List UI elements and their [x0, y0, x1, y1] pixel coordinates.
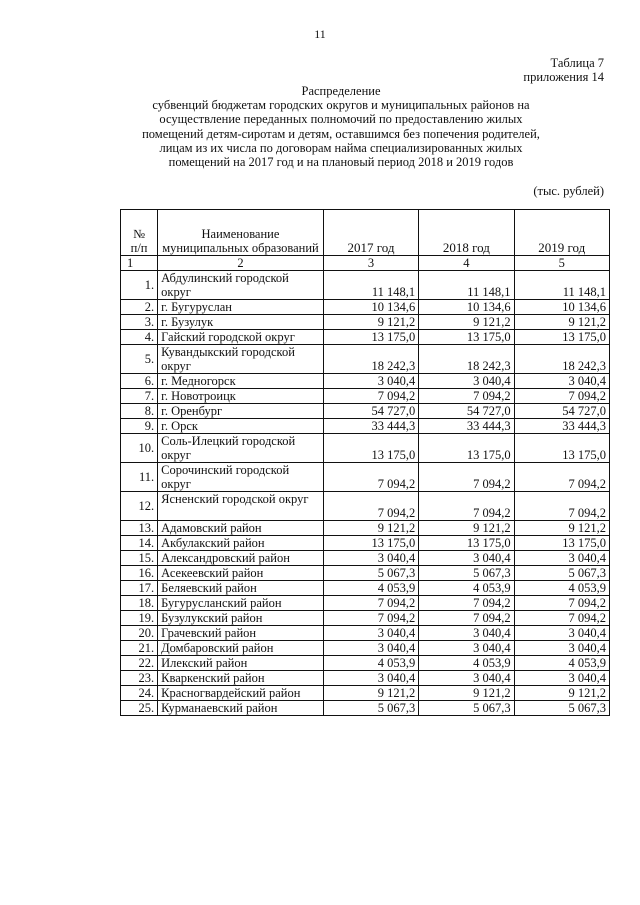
municipality-name: Сорочинский городской округ: [158, 463, 324, 492]
value-2019: 18 242,3: [514, 345, 609, 374]
row-number: 10.: [121, 434, 158, 463]
table-row: [121, 611, 610, 626]
table-row: [121, 300, 610, 315]
table-row: [121, 434, 610, 463]
row-number: 14.: [121, 536, 158, 551]
value-2018: 54 727,0: [419, 404, 514, 419]
value-2019: 33 444,3: [514, 419, 609, 434]
table-row: [121, 701, 610, 716]
units-label: (тыс. рублей): [533, 184, 604, 198]
value-2018: 4 053,9: [419, 656, 514, 671]
value-2017: 3 040,4: [323, 374, 418, 389]
table-row: [121, 566, 610, 581]
value-2017: 7 094,2: [323, 463, 418, 492]
column-index: 1: [121, 256, 158, 271]
municipality-name: Красногвардейский район: [158, 686, 324, 701]
value-2019: 7 094,2: [514, 596, 609, 611]
table-row: [121, 551, 610, 566]
row-number: 4.: [121, 330, 158, 345]
value-2017: 10 134,6: [323, 300, 418, 315]
header-number-line-2: п/п: [130, 241, 148, 255]
value-2017: 7 094,2: [323, 596, 418, 611]
table-row: [121, 686, 610, 701]
value-2019: 7 094,2: [514, 492, 609, 521]
value-2017: 13 175,0: [323, 330, 418, 345]
value-2019: 11 148,1: [514, 271, 609, 300]
municipality-name: Александровский район: [158, 551, 324, 566]
subvention-table: [120, 209, 610, 716]
value-2018: 7 094,2: [419, 463, 514, 492]
value-2017: 7 094,2: [323, 492, 418, 521]
value-2017: 13 175,0: [323, 434, 418, 463]
value-2019: 3 040,4: [514, 551, 609, 566]
value-2018: 3 040,4: [419, 551, 514, 566]
row-number: 16.: [121, 566, 158, 581]
table-row: [121, 389, 610, 404]
value-2019: 3 040,4: [514, 641, 609, 656]
title-line: Распределение: [301, 84, 381, 98]
value-2019: 13 175,0: [514, 536, 609, 551]
row-number: 25.: [121, 701, 158, 716]
row-number: 19.: [121, 611, 158, 626]
value-2019: 10 134,6: [514, 300, 609, 315]
value-2019: 13 175,0: [514, 330, 609, 345]
value-2017: 3 040,4: [323, 641, 418, 656]
column-index: 5: [514, 256, 609, 271]
value-2018: 10 134,6: [419, 300, 514, 315]
value-2017: 4 053,9: [323, 656, 418, 671]
value-2017: 9 121,2: [323, 521, 418, 536]
municipality-name: Ясненский городской округ: [158, 492, 324, 521]
value-2018: 18 242,3: [419, 345, 514, 374]
table-header-row: [121, 210, 610, 256]
row-number: 24.: [121, 686, 158, 701]
header-2017: 2017 год: [323, 210, 418, 256]
title-line: помещений на 2017 год и на плановый период 2018 и 2019 годов: [168, 155, 514, 170]
row-number: 13.: [121, 521, 158, 536]
value-2018: 7 094,2: [419, 492, 514, 521]
column-index: 2: [158, 256, 324, 271]
table-row: [121, 271, 610, 300]
value-2018: 3 040,4: [419, 641, 514, 656]
title-line: осуществление переданных полномочий по предоставлению жилых: [159, 112, 523, 127]
value-2018: 9 121,2: [419, 521, 514, 536]
row-number: 12.: [121, 492, 158, 521]
row-number: 1.: [121, 271, 158, 300]
value-2017: 7 094,2: [323, 389, 418, 404]
table-row: [121, 492, 610, 521]
municipality-name: Грачевский район: [158, 626, 324, 641]
header-number: [121, 210, 158, 256]
table-row: [121, 404, 610, 419]
municipality-name: г. Новотроицк: [158, 389, 324, 404]
value-2019: 7 094,2: [514, 611, 609, 626]
value-2019: 5 067,3: [514, 566, 609, 581]
municipality-name: Домбаровский район: [158, 641, 324, 656]
value-2018: 7 094,2: [419, 596, 514, 611]
municipality-name: г. Орск: [158, 419, 324, 434]
value-2017: 9 121,2: [323, 315, 418, 330]
value-2018: 3 040,4: [419, 374, 514, 389]
value-2018: 33 444,3: [419, 419, 514, 434]
row-number: 5.: [121, 345, 158, 374]
table-row: [121, 641, 610, 656]
table-row: [121, 596, 610, 611]
value-2017: 11 148,1: [323, 271, 418, 300]
table-row: [121, 521, 610, 536]
column-index: 4: [419, 256, 514, 271]
value-2018: 9 121,2: [419, 315, 514, 330]
municipality-name: Илекский район: [158, 656, 324, 671]
value-2017: 5 067,3: [323, 701, 418, 716]
row-number: 11.: [121, 463, 158, 492]
value-2019: 7 094,2: [514, 389, 609, 404]
title-line: помещений детям-сиротам и детям, оставшимся без попечения родителей,: [142, 126, 540, 141]
value-2018: 7 094,2: [419, 389, 514, 404]
municipality-name: Беляевский район: [158, 581, 324, 596]
municipality-name: г. Бузулук: [158, 315, 324, 330]
row-number: 15.: [121, 551, 158, 566]
value-2019: 54 727,0: [514, 404, 609, 419]
value-2019: 9 121,2: [514, 521, 609, 536]
table-row: [121, 656, 610, 671]
value-2017: 3 040,4: [323, 671, 418, 686]
row-number: 18.: [121, 596, 158, 611]
table-ref-line-1: Таблица 7: [550, 56, 604, 70]
value-2018: 13 175,0: [419, 330, 514, 345]
title-line: лицам из их числа по договорам найма специализированных жилых: [159, 140, 523, 155]
value-2019: 13 175,0: [514, 434, 609, 463]
row-number: 7.: [121, 389, 158, 404]
value-2019: 3 040,4: [514, 374, 609, 389]
value-2019: 9 121,2: [514, 315, 609, 330]
table-row: [121, 671, 610, 686]
row-number: 8.: [121, 404, 158, 419]
row-number: 9.: [121, 419, 158, 434]
row-number: 2.: [121, 300, 158, 315]
value-2018: 5 067,3: [419, 701, 514, 716]
header-number-line-1: №: [133, 227, 146, 241]
row-number: 17.: [121, 581, 158, 596]
value-2018: 3 040,4: [419, 626, 514, 641]
municipality-name: Гайский городской округ: [158, 330, 324, 345]
table-row: [121, 330, 610, 345]
municipality-name: Бугурусланский район: [158, 596, 324, 611]
value-2019: 9 121,2: [514, 686, 609, 701]
value-2019: 3 040,4: [514, 626, 609, 641]
municipality-name: Соль-Илецкий городской округ: [158, 434, 324, 463]
value-2017: 5 067,3: [323, 566, 418, 581]
value-2018: 4 053,9: [419, 581, 514, 596]
document-title: [110, 84, 572, 169]
value-2017: 3 040,4: [323, 626, 418, 641]
row-number: 21.: [121, 641, 158, 656]
municipality-name: г. Бугуруслан: [158, 300, 324, 315]
value-2018: 11 148,1: [419, 271, 514, 300]
value-2017: 54 727,0: [323, 404, 418, 419]
row-number: 6.: [121, 374, 158, 389]
column-index-row: [121, 256, 610, 271]
municipality-name: Акбулакский район: [158, 536, 324, 551]
table-row: [121, 374, 610, 389]
value-2019: 7 094,2: [514, 463, 609, 492]
header-2019: 2019 год: [514, 210, 609, 256]
table-row: [121, 315, 610, 330]
row-number: 3.: [121, 315, 158, 330]
header-name: Наименование муниципальных образований: [158, 210, 324, 256]
municipality-name: Адамовский район: [158, 521, 324, 536]
municipality-name: г. Оренбург: [158, 404, 324, 419]
table-row: [121, 581, 610, 596]
value-2017: 7 094,2: [323, 611, 418, 626]
column-index: 3: [323, 256, 418, 271]
table-row: [121, 626, 610, 641]
value-2019: 3 040,4: [514, 671, 609, 686]
municipality-name: Асекеевский район: [158, 566, 324, 581]
row-number: 22.: [121, 656, 158, 671]
value-2019: 4 053,9: [514, 656, 609, 671]
row-number: 23.: [121, 671, 158, 686]
page-number: 11: [314, 27, 326, 41]
value-2019: 4 053,9: [514, 581, 609, 596]
value-2018: 9 121,2: [419, 686, 514, 701]
table-reference: [523, 56, 604, 84]
municipality-name: Бузулукский район: [158, 611, 324, 626]
value-2017: 13 175,0: [323, 536, 418, 551]
value-2018: 13 175,0: [419, 434, 514, 463]
value-2017: 9 121,2: [323, 686, 418, 701]
value-2017: 33 444,3: [323, 419, 418, 434]
header-2018: 2018 год: [419, 210, 514, 256]
table-row: [121, 463, 610, 492]
value-2017: 3 040,4: [323, 551, 418, 566]
municipality-name: Курманаевский район: [158, 701, 324, 716]
value-2018: 7 094,2: [419, 611, 514, 626]
row-number: 20.: [121, 626, 158, 641]
table-row: [121, 419, 610, 434]
value-2019: 5 067,3: [514, 701, 609, 716]
value-2018: 5 067,3: [419, 566, 514, 581]
table-ref-line-2: приложения 14: [523, 70, 604, 84]
municipality-name: Кувандыкский городской округ: [158, 345, 324, 374]
value-2017: 4 053,9: [323, 581, 418, 596]
value-2017: 18 242,3: [323, 345, 418, 374]
table-row: [121, 345, 610, 374]
municipality-name: г. Медногорск: [158, 374, 324, 389]
table-body: [121, 271, 610, 716]
value-2018: 13 175,0: [419, 536, 514, 551]
municipality-name: Кваркенский район: [158, 671, 324, 686]
municipality-name: Абдулинский городской округ: [158, 271, 324, 300]
title-line: субвенций бюджетам городских округов и муниципальных районов на: [152, 98, 530, 113]
table-row: [121, 536, 610, 551]
value-2018: 3 040,4: [419, 671, 514, 686]
